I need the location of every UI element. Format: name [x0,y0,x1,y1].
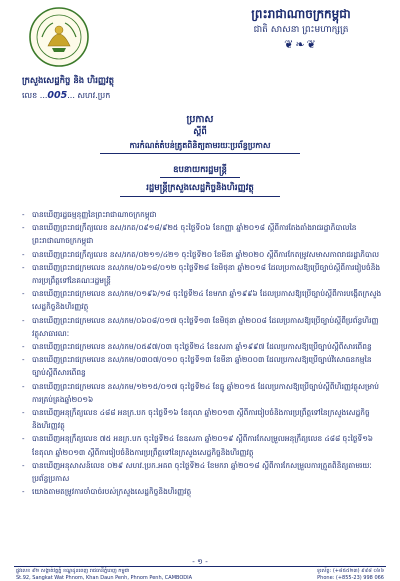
ref-number: 005 [47,90,68,101]
reference-number-row: លេខ ...005... សហវ.ប្រក [22,90,111,101]
signer-office: ឧបនាយករដ្ឋមន្ត្រី [173,165,227,175]
national-motto: ជាតិ សាសនា ព្រះមហាក្សត្រ [253,25,349,35]
phone-english: Phone: (+855-23) 998 066 [317,574,384,581]
list-item: - បានឃើញព្រះរាជក្រមលេខ នស/រកម/០៥៩៧/០៣ ចុះថ្ងៃទី២៤ ខែឧសភា ឆ្នាំ១៩៩៧ ដែលប្រកាសឱ្យប្រើច្បាប់ស្ដីពីសារពើពន្ធ [22,340,382,353]
considerations-list [22,208,382,498]
tacting-ornament: ❦❧❦ [284,38,318,51]
list-item: - បានឃើញព្រះរាជក្រមលេខ នស/រកម/១២១៥/០១៧ ចុះថ្ងៃទី២៤ ខែធ្នូ ឆ្នាំ២០១៥ ដែលប្រកាសឱ្យប្រើច្បាប់ស្ដីពីហិរញ្ញវត្ថុសម្រាប់ការគ្រប់គ្រងឆ្នាំ២០១៦ [22,380,382,406]
list-item: - យោងតាមតម្រូវការចាំបាច់របស់ក្រសួងសេដ្ឋកិច្ចនិងហិរញ្ញវត្ថុ [22,485,382,498]
ministry-name: ក្រសួងសេដ្ឋកិច្ច និង ហិរញ្ញវត្ថុ [22,76,115,86]
address-khmer: ផ្លូវលេខ ៩២ សង្កាត់វត្តភ្នំ ខណ្ឌដូនពេញ រាជធានីភ្នំពេញ កម្ពុជា [16,568,130,574]
footer-address [16,568,246,581]
ref-suffix: សហវ.ប្រក [77,91,111,100]
subject-underline [100,153,300,154]
ministry-logo [28,6,90,68]
list-item: - បានឃើញព្រះរាជក្រឹត្យលេខ នស/រកត/០៩១៨/៩២៥ ចុះថ្ងៃទី០៦ ខែកញ្ញា ឆ្នាំ២០១៨ ស្ដីពីការតែងតាំងរាជរដ្ឋាភិបាលនៃព្រះរាជាណាចក្រកម្ពុជា [22,221,382,247]
page-number: - ១ - [192,557,208,566]
kingdom-heading: ព្រះរាជាណាចក្រកម្ពុជា [251,7,351,21]
document-type-title: ប្រកាស [186,114,214,125]
list-item: - បានឃើញអនុក្រឹត្យលេខ ៤៨៨ អនក្រ.បក ចុះថ្ងៃទី១៦ ខែតុលា ឆ្នាំ២០១៣ ស្ដីពីការរៀបចំនិងការប្រព្រឹត្តទៅនៃក្រសួងសេដ្ឋកិច្ចនិងហិរញ្ញវត្ថុ [22,406,382,432]
ref-prefix: លេខ [22,91,38,100]
footer-contact [244,568,384,581]
list-item: - បានឃើញរដ្ឋធម្មនុញ្ញនៃព្រះរាជាណាចក្រកម្ពុជា [22,208,382,221]
signer-title: រដ្ឋមន្ត្រីក្រសួងសេដ្ឋកិច្ចនិងហិរញ្ញវត្ថុ [146,183,254,193]
list-item: - បានឃើញព្រះរាជក្រឹត្យលេខ នស/រកត/០២១១/៤២១ ចុះថ្ងៃទី២០ ខែមីនា ឆ្នាំ២០២០ ស្ដីពីការកែតម្រូវសមាសភាពរាជរដ្ឋាភិបាល [22,248,382,261]
phone-khmer: ទូរស័ព្ទ: (+៨៥៥២៣) ៩៩៨ ០៦៦ [316,568,384,574]
footer-divider [14,566,386,567]
list-item: - បានឃើញព្រះរាជក្រមលេខ នស/រកម/០៦១៨/០១២ ចុះថ្ងៃទី២៨ ខែមិថុនា ឆ្នាំ២០១៨ ដែលប្រកាសឱ្យប្រើច្បាប់ស្ដីពីការរៀបចំនិងការប្រព្រឹត្តទៅនៃគណៈរដ្ឋមន្ត្រី [22,261,382,287]
address-english: St.92, Sangkat Wat Phnom, Khan Daun Penh, Phnom Penh, CAMBODIA [16,574,193,581]
ministry-seal-icon [28,6,90,68]
list-item: - បានឃើញអនុសាសន៍លេខ ០២៩ សហវ.ប្រក.អគព ចុះថ្ងៃទី២៤ ខែមករា ឆ្នាំ២០១៨ ស្ដីពីការកែសម្រួលការត្រួតពិនិត្យតាមរយៈប្រព័ន្ធប្រកាស [22,459,382,485]
list-item: - បានឃើញព្រះរាជក្រមលេខ នស/រកម/០៦០៨/០១៧ ចុះថ្ងៃទី១៣ ខែមិថុនា ឆ្នាំ២០០៨ ដែលប្រកាសឱ្យប្រើច្បាប់ស្ដីពីប្រព័ន្ធហិរញ្ញវត្ថុសាធារណៈ [22,314,382,340]
list-item: - បានឃើញព្រះរាជក្រមលេខ នស/រកម/០៣០៧/០១០ ចុះថ្ងៃទី១៣ ខែមីនា ឆ្នាំ២០០៣ ដែលប្រកាសឱ្យប្រើច្បាប់វិសោធនកម្មនៃច្បាប់ស្ដីពីសារពើពន្ធ [22,353,382,379]
signer-underline [160,177,240,178]
regarding-label: ស្ដីពី [193,127,207,137]
list-item: - បានឃើញព្រះរាជក្រមលេខ នស/រកម/០១៩៦/១៨ ចុះថ្ងៃទី២៤ ខែមករា ឆ្នាំ១៩៩៦ ដែលប្រកាសឱ្យប្រើច្បាប់ស្ដីពីការបង្កើតក្រសួងសេដ្ឋកិច្ចនិងហិរញ្ញវត្ថុ [22,287,382,313]
list-item: - បានឃើញអនុក្រឹត្យលេខ ៧៥ អនក្រ.បក ចុះថ្ងៃទី២៤ ខែឧសភា ឆ្នាំ២០១៩ ស្ដីពីការកែសម្រួលអនុក្រឹត្យលេខ ៤៨៨ ចុះថ្ងៃទី១៦ ខែតុលា ឆ្នាំ២០១៣ ស្ដីពីការរៀបចំនិងការប្រព្រឹត្តទៅនៃក្រសួងសេដ្ឋកិច្ចនិងហិរញ្ញវត្ថុ [22,432,382,458]
document-subject: ការកំណត់តំបន់ត្រូតពិនិត្យតាមរយៈប្រព័ន្ធប្រកាស [129,140,271,150]
minister-underline [120,196,280,197]
